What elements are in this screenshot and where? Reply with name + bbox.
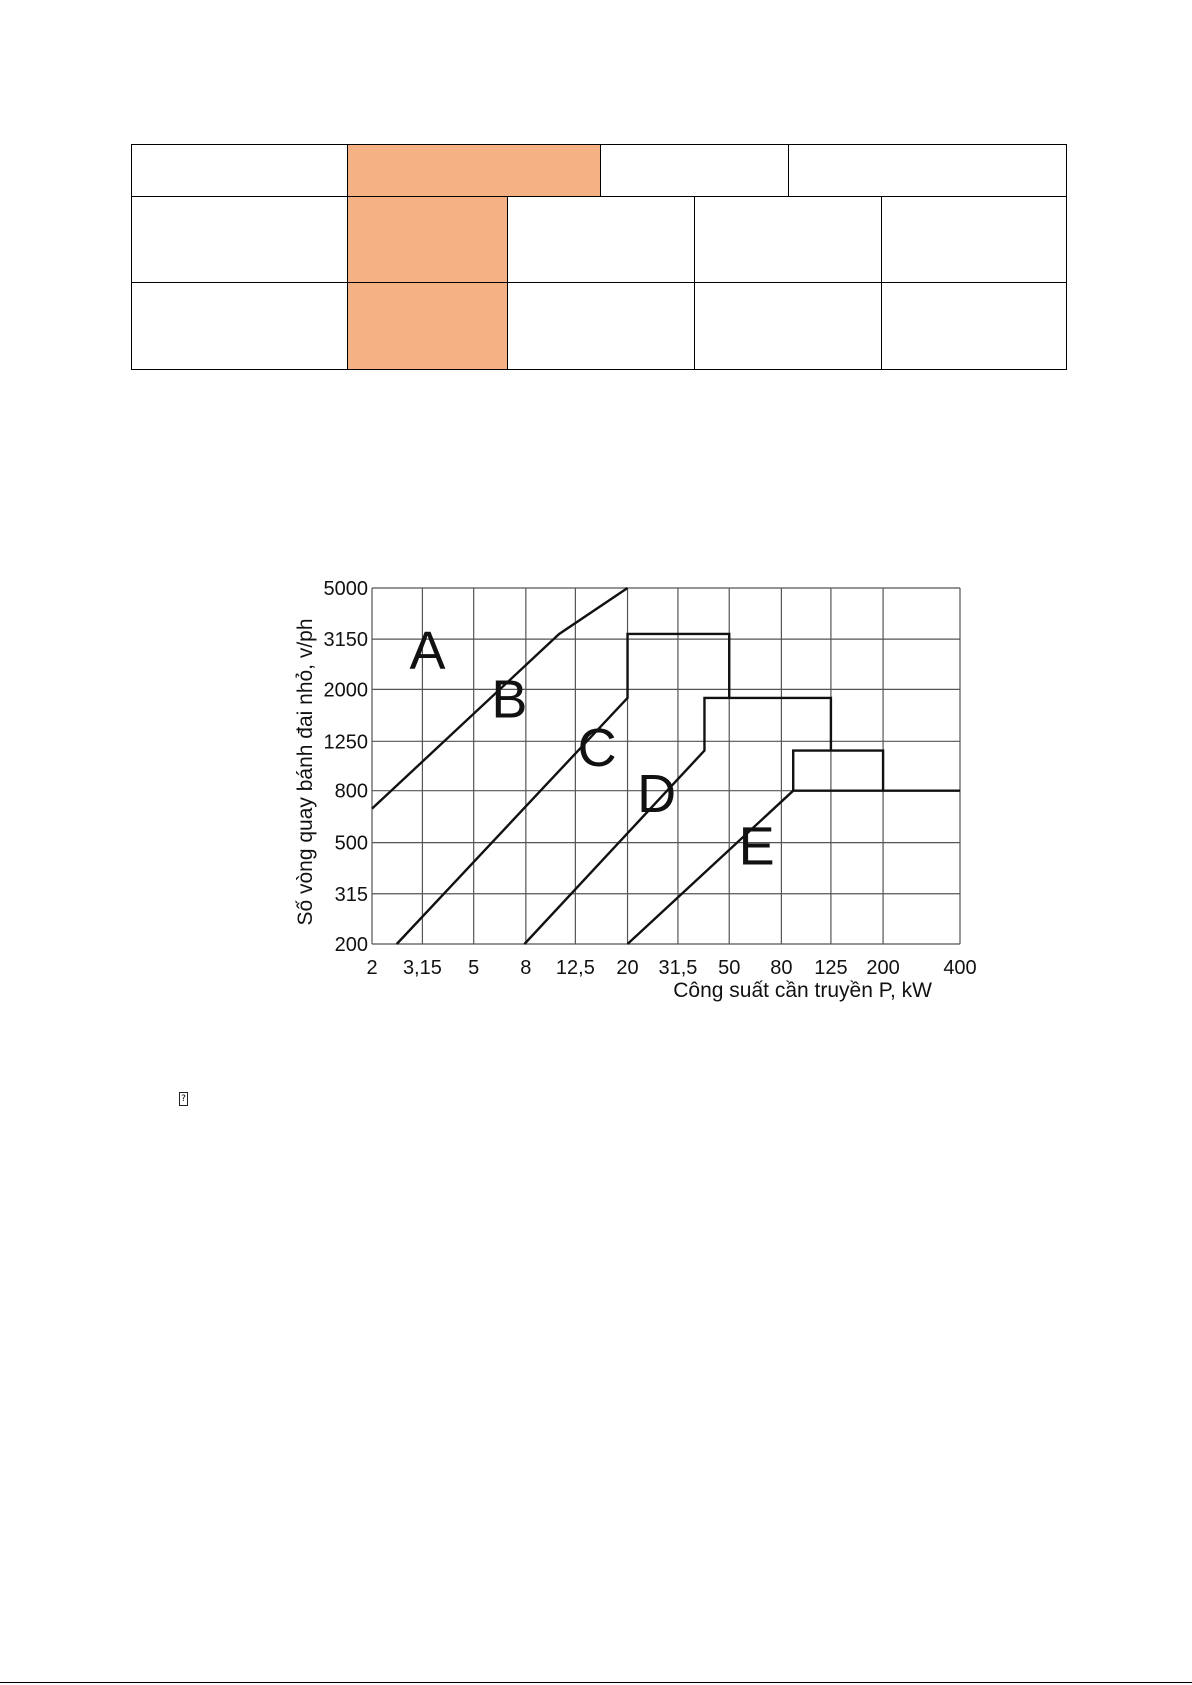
region-label-b: B xyxy=(491,669,528,730)
region-label-e: E xyxy=(738,816,775,877)
x-tick-labels xyxy=(366,957,976,979)
x-tick-label: 3,15 xyxy=(402,957,442,979)
region-label-a: A xyxy=(409,621,446,682)
region-label-c: C xyxy=(577,718,617,778)
region-labels xyxy=(410,621,775,876)
x-tick-label: 400 xyxy=(943,957,977,979)
y-tick-label: 800 xyxy=(334,780,368,803)
y-tick-labels xyxy=(324,578,369,956)
x-tick-label: 5 xyxy=(468,957,480,979)
y-tick-label: 500 xyxy=(334,832,368,855)
x-tick-label: 80 xyxy=(770,957,793,979)
x-tick-label: 200 xyxy=(866,957,900,979)
x-tick-label: 125 xyxy=(814,957,848,979)
x-tick-label: 8 xyxy=(520,957,532,979)
x-tick-label: 31,5 xyxy=(658,957,698,979)
y-axis-label: Số vòng quay bánh đai nhỏ, v/ph xyxy=(294,618,317,926)
region-label-d: D xyxy=(637,763,677,824)
x-tick-label: 50 xyxy=(718,957,741,979)
y-tick-label: 315 xyxy=(334,883,368,906)
x-tick-label: 20 xyxy=(616,957,639,979)
missing-glyph-icon: ? xyxy=(179,1092,188,1106)
y-tick-label: 200 xyxy=(334,934,368,956)
y-tick-label: 3150 xyxy=(323,629,368,652)
y-tick-label: 5000 xyxy=(323,578,368,600)
y-tick-label: 2000 xyxy=(323,679,368,702)
footer-rule xyxy=(0,1682,1192,1683)
x-tick-label: 12,5 xyxy=(555,957,595,979)
y-tick-label: 1250 xyxy=(323,731,368,754)
x-tick-label: 2 xyxy=(366,957,378,979)
x-axis-label: Công suất cần truyền P, kW xyxy=(673,979,932,1002)
